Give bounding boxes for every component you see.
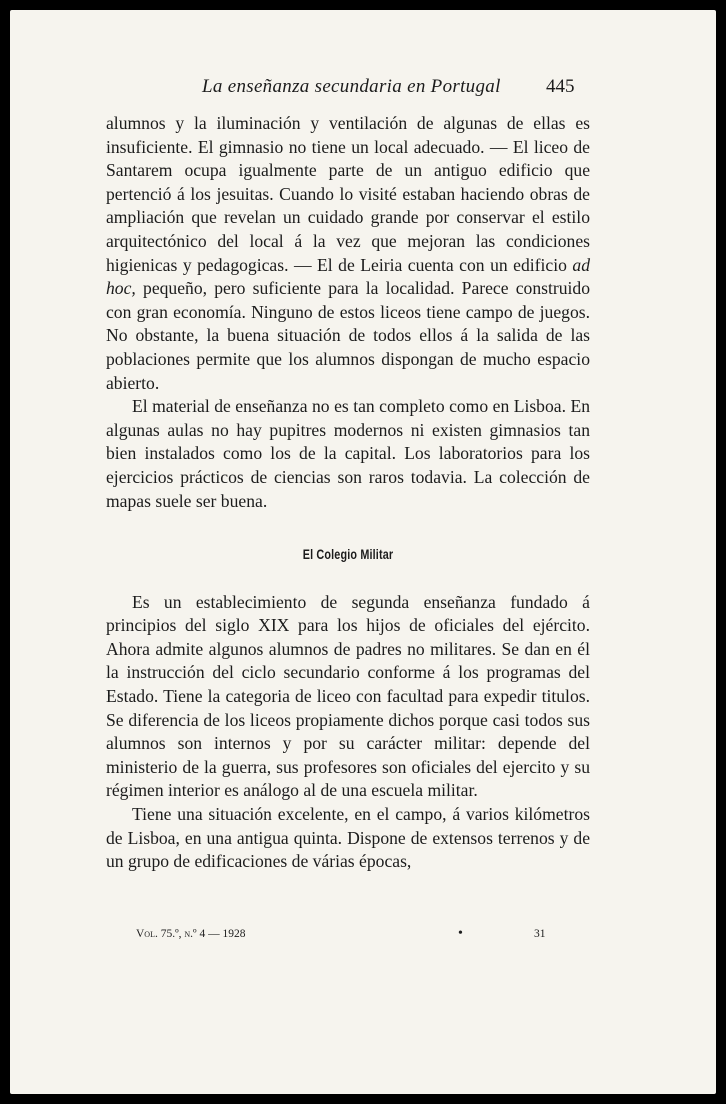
paragraph-3: Es un establecimiento de segunda enseñanza fundado á principios del siglo XIX para los hijos de oficiales del ejército. Ahora admite algunos alumnos de padres no militares. Se dan en él la instrucción del ciclo secundario conforme á los programas del Estado. Tiene la categoria de liceo con facultad para expedir titulos. Se diferencia de los liceos propiamente dichos porque casi todos sus alumnos son internos y por su carácter militar: depende del ministerio de la guerra, sus profesores son oficiales del ejercito y su régimen interior es análogo al de una escuela militar.: [106, 591, 590, 801]
page-footer: [10, 928, 716, 948]
signature-mark: 31: [534, 928, 546, 940]
footer-dot: •: [458, 926, 463, 941]
paragraph-4: Tiene una situación excelente, en el campo, á varios kilómetros de Lisboa, en una antigua quinta. Dispone de extensos terrenos y de un grupo de edificaciones de várias épocas,: [106, 804, 590, 872]
paragraph-1: [106, 112, 590, 395]
paragraph-2: El material de enseñanza no es tan completo como en Lisboa. En algunas aulas no hay pupitres modernos ni existen gimnasios tan bien instalados como los de la capital. Los laboratorios para los ejercicios prácticos de ciencias son raros todavia. La colección de mapas suele ser buena.: [106, 396, 590, 511]
page-number: 445: [546, 76, 575, 97]
paragraph-1-text-b: pequeño, pero suficiente para la localidad. Parece construido con gran economía. Ninguno de estos liceos tiene campo de juegos. No obstante, la buena situación de todos ellos á la salida de las poblaciones permite que los alumnos dispongan de mucho espacio abierto.: [106, 278, 591, 393]
section-heading: El Colegio Militar: [302, 547, 394, 563]
volume-info: Vol. 75.º, n.º 4 — 1928: [136, 928, 246, 940]
latin-term-ad-hoc: ad hoc,: [106, 254, 590, 299]
book-page: [10, 10, 716, 1094]
body-text: [106, 112, 590, 874]
running-title: La enseñanza secundaria en Portugal: [202, 76, 501, 97]
paragraph-1-text-a: alumnos y la iluminación y ventilación de algunas de ellas es insuficiente. El gimnasio no tiene un local adecuado. — El liceo de Santarem ocupa igualmente parte de un antiguo edificio que pertenció á los jesuitas. Cuando lo visité estaban haciendo obras de ampliación que revelan un cuidado grande por conservar el estilo arquitectónico del local á la vez que mejoran las condiciones higienicas y pedagogicas. — El de Leiria cuenta con un edificio: [106, 113, 590, 275]
running-head: [10, 76, 716, 104]
